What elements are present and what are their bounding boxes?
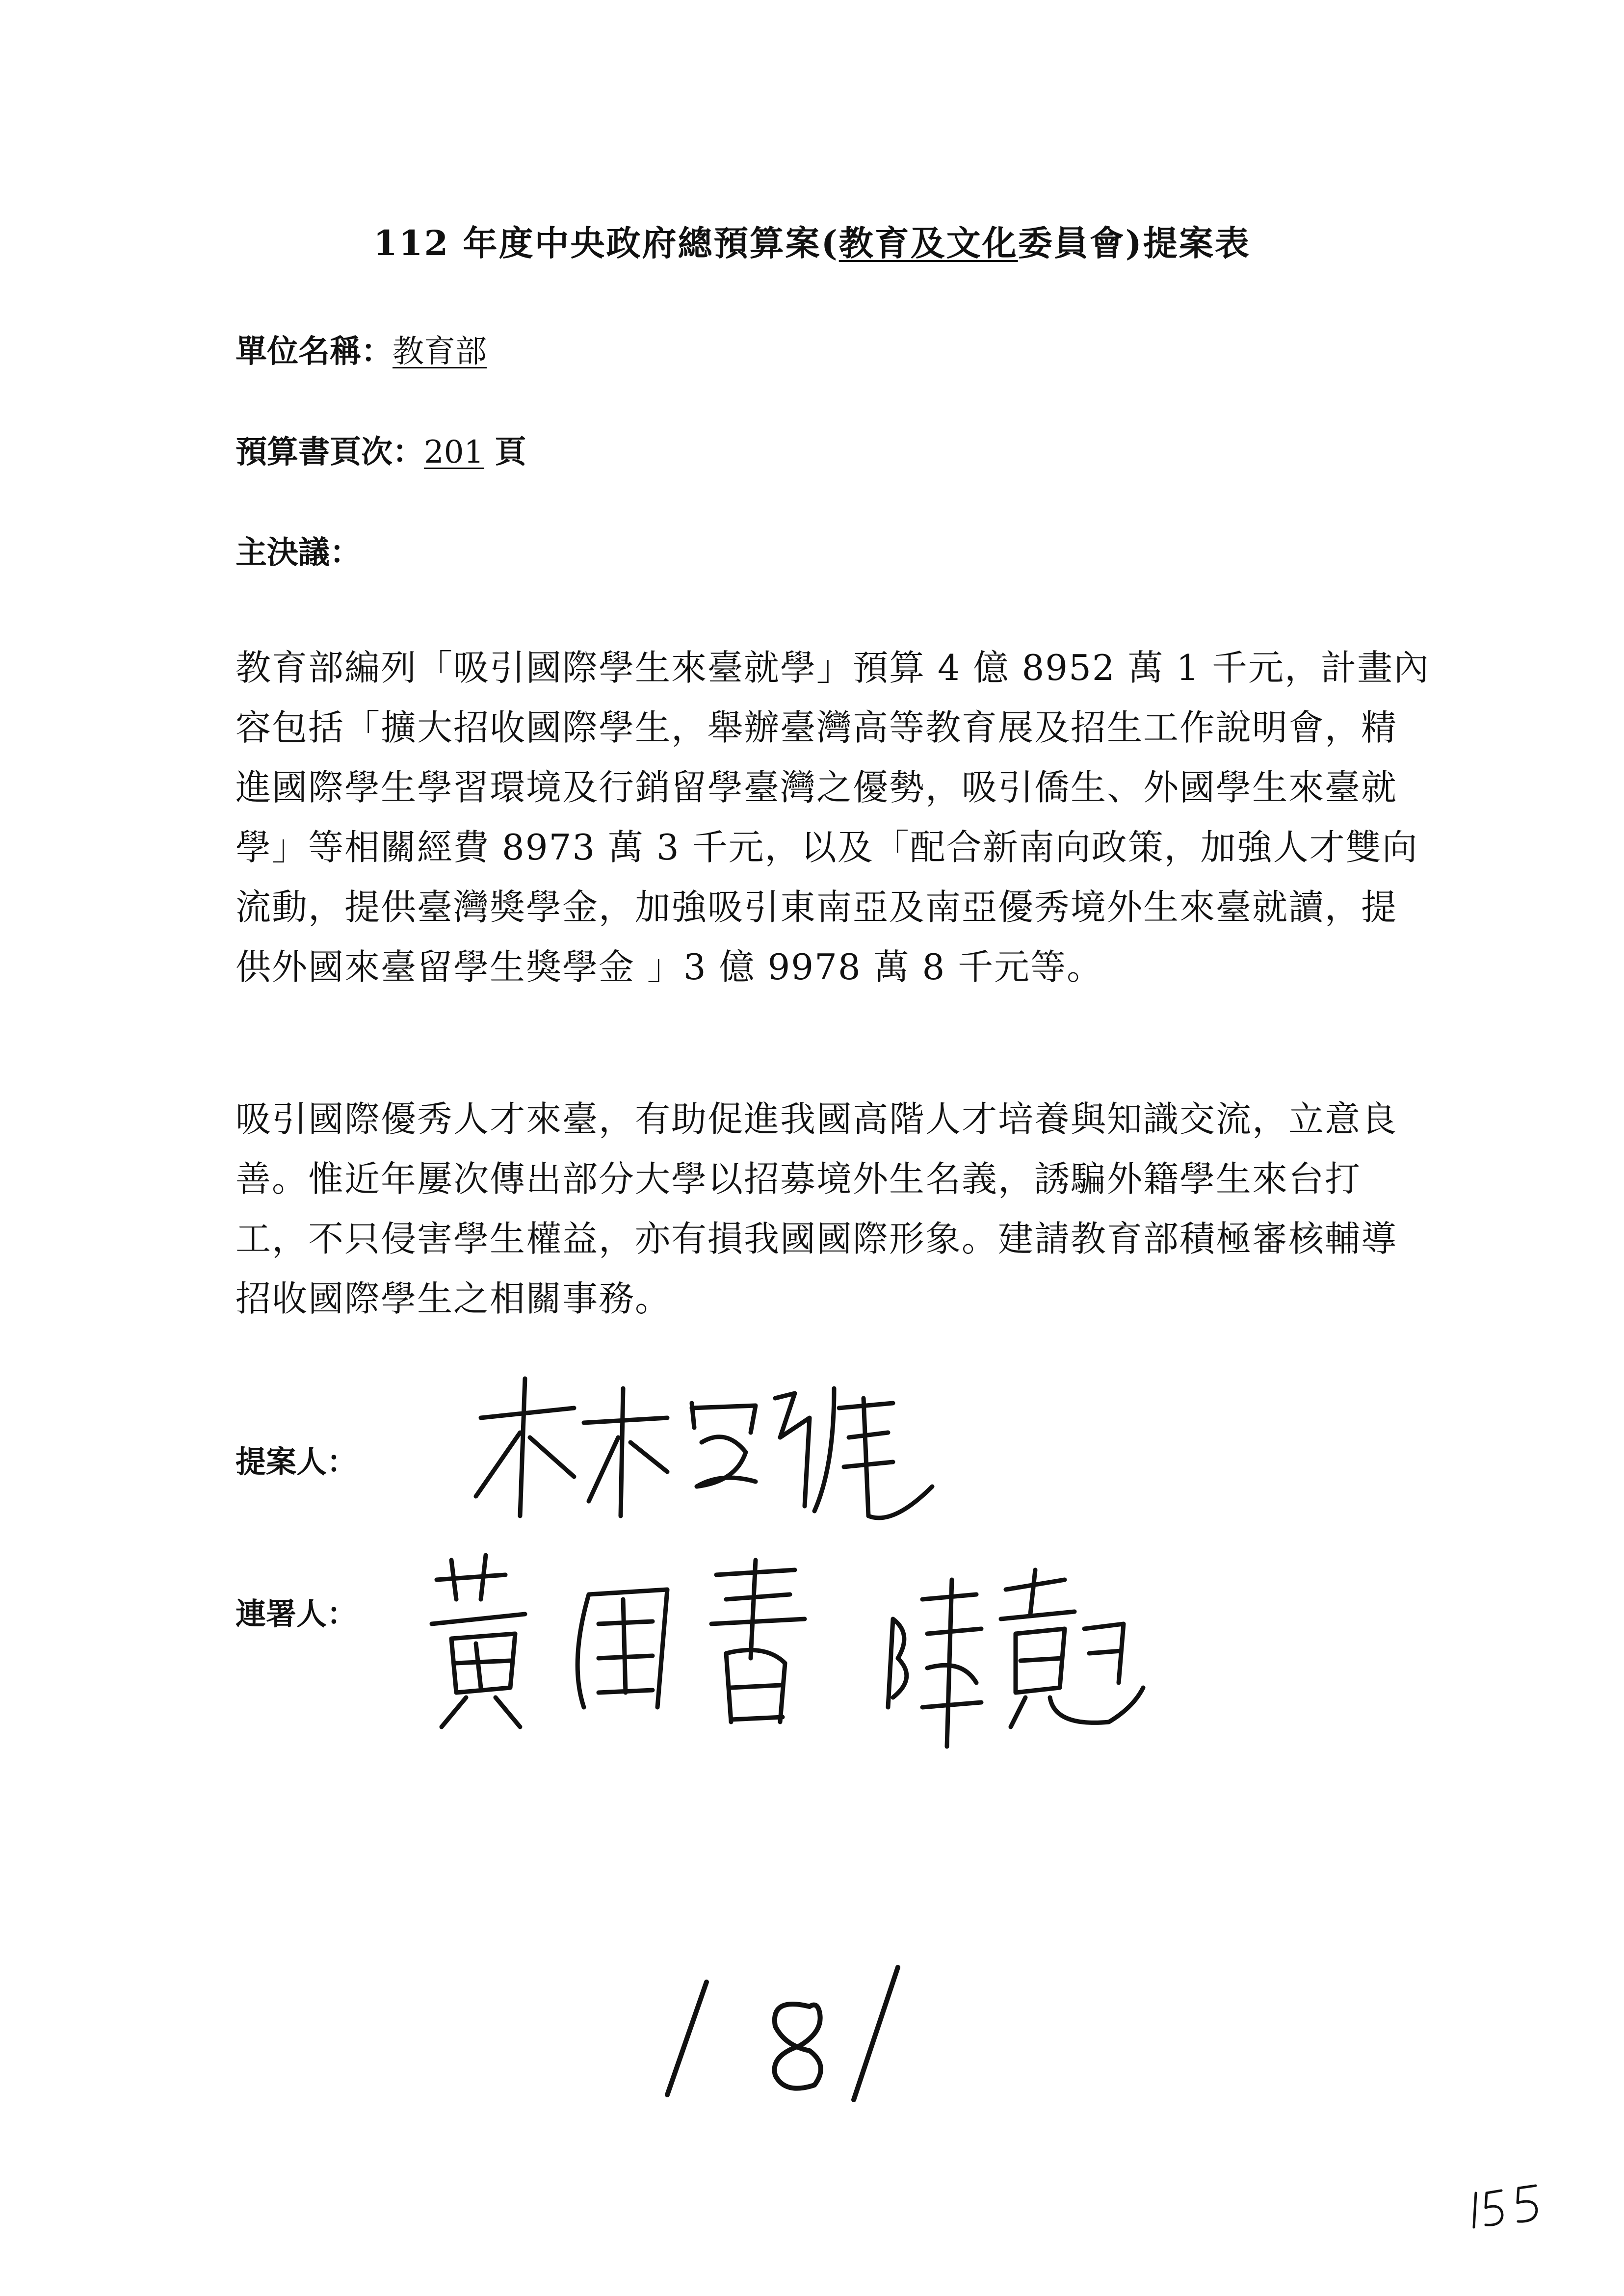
proposer-label: 提案人： — [236, 1444, 358, 1480]
unit-value: 教育部 — [393, 334, 487, 370]
proposer-signature — [461, 1359, 942, 1536]
budget-page-label: 預算書頁次： — [236, 434, 424, 470]
title-suffix: 委員會)提案表 — [1018, 223, 1251, 263]
resolution-paragraph-1: 教育部編列「吸引國際學生來臺就學」預算 4 億 8952 萬 1 千元，計畫內容包括「擴大招收國際學生，舉辦臺灣高等教育展及招生工作說明會，精進國際學生學習環境及行銷留學臺灣之優勢，吸引僑生、外國學生來臺就學」等相關經費 8973 萬 3 千元，以及「配合新南向政策，加強人才雙向流動，提供臺灣獎學金，加強吸引東南亞及南亞優秀境外生來臺就讀，提供外國來臺留學生獎學金 」3 億 9978 萬 8 千元等。 — [236, 647, 1430, 988]
cosigner-1-signature — [422, 1545, 864, 1742]
unit-label: 單位名稱： — [236, 333, 393, 370]
budget-page-suffix: 頁 — [484, 434, 526, 470]
resolution-paragraph-2: 吸引國際優秀人才來臺，有助促進我國高階人才培養與知識交流，立意良善。惟近年屢次傳出部分大學以招募境外生名義，誘騙外籍學生來台打工，不只侵害學生權益，亦有損我國國際形象。建請教育部積極審核輔導招收國際學生之相關事務。 — [236, 1098, 1398, 1319]
unit-field — [236, 326, 487, 371]
resolution-label: 主決議： — [236, 534, 361, 571]
handwritten-number — [653, 1953, 927, 2110]
budget-page-field — [236, 427, 526, 472]
committee-name: 教育及文化 — [838, 223, 1018, 263]
budget-page-value: 201 — [424, 434, 484, 470]
document-title — [0, 216, 1624, 265]
title-prefix: 112 年度中央政府總預算案( — [373, 223, 839, 263]
cosigner-label: 連署人： — [236, 1596, 358, 1632]
cosigner-2-signature — [878, 1560, 1153, 1756]
resolution-heading — [236, 527, 361, 573]
handwritten-page-number — [1467, 2178, 1550, 2232]
